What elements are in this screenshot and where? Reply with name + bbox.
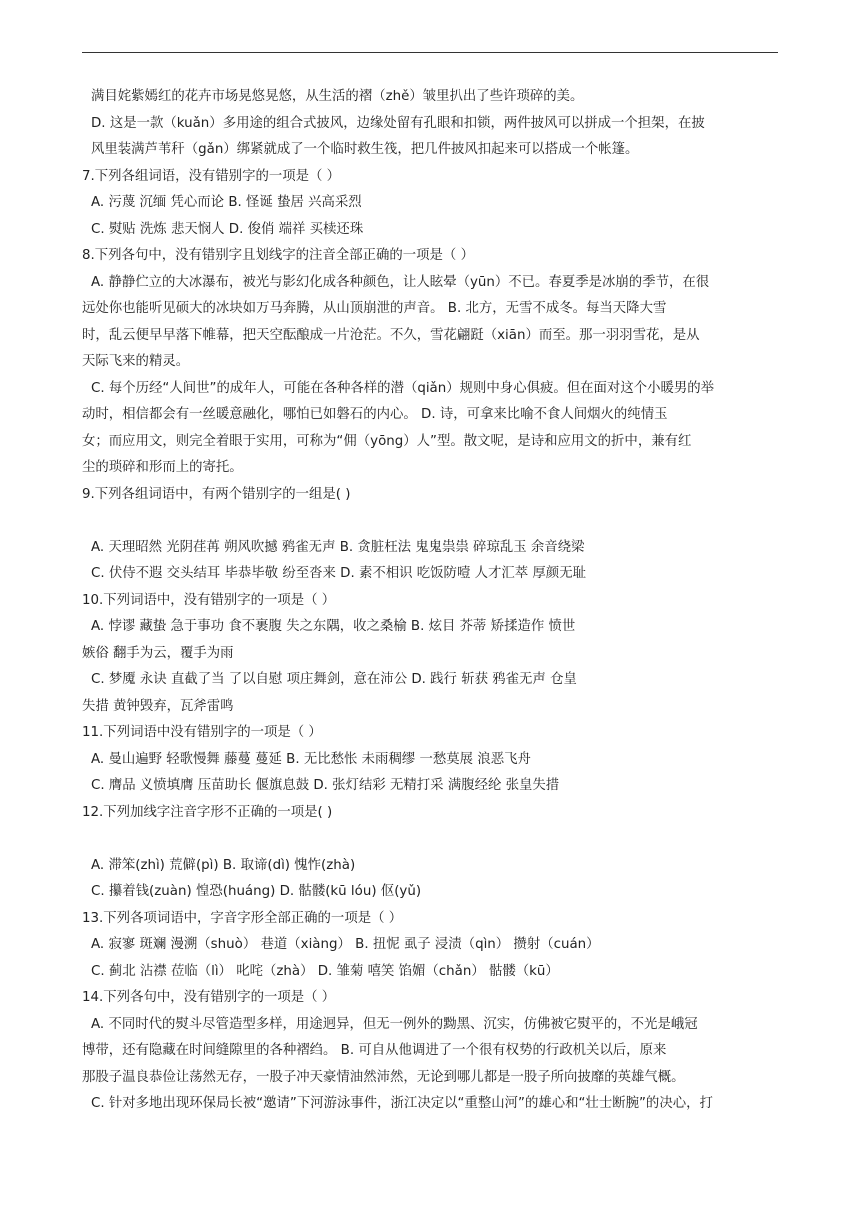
- option-line: C. 伏侍不遐 交头结耳 毕恭毕敬 纷至沓来 D. 素不相识 吃饭防噎 人才汇萃 厚颜无耻: [91, 566, 586, 581]
- text-line: 满目姹紫嫣红的花卉市场晃悠晃悠，从生活的褶（zhě）皱里扒出了些许琐碎的美。: [91, 89, 584, 104]
- option-line: A. 天理昭然 光阴荏苒 朔风吹撼 鸦雀无声 B. 贪脏枉法 鬼鬼祟祟 碎琼乱玉 余音绕梁: [91, 539, 585, 555]
- blank-line: [82, 826, 778, 853]
- text-line: 动时，相信都会有一丝暖意融化，哪怕已如磐石的内心。 D. 诗，可拿来比喻不食人间烟火的纯情玉: [82, 407, 668, 422]
- option-line: C. 蓟北 沾襟 莅临（lì） 叱咤（zhà） D. 雏菊 嘻笑 馅媚（chǎn） 骷髅（kū）: [91, 963, 559, 979]
- option-line: C. 每个历经“人间世”的成年人，可能在各种各样的潜（qiǎn）规则中身心俱疲。但在面对这个小暖男的举: [91, 380, 715, 396]
- text-line: 嫉俗 翻手为云，覆手为雨: [82, 645, 234, 661]
- question-8-stem: 8.下列各句中，没有错别字且划线字的注音全部正确的一项是（ ）: [82, 248, 474, 263]
- text-line: 时，乱云便早早落下帷幕，把天空酝酿成一片沧茫。不久，雪花翩跹（xiān）而至。那一羽羽雪花，是从: [82, 327, 700, 343]
- question-12-stem: 12.下列加线字注音字形不正确的一项是( ): [82, 804, 333, 820]
- text-line: 风里装满芦苇秆（gǎn）绑紧就成了一个临时救生筏，把几件披风扣起来可以搭成一个帐篷。: [91, 142, 639, 157]
- blank-line: [82, 508, 778, 535]
- option-line: A. 悖谬 藏蛰 急于事功 食不裹腹 失之东隅，收之桑榆 B. 炫目 芥蒂 矫揉造作 愤世: [91, 619, 576, 634]
- text-line: 天际飞来的精灵。: [82, 354, 190, 369]
- text-line: 失措 黄钟毁弃，瓦斧雷鸣: [82, 698, 234, 714]
- text-line: 远处你也能听见硕大的冰块如万马奔腾，从山顶崩泄的声音。 B. 北方，无雪不成冬。每当天降大雪: [82, 301, 667, 316]
- text-line: 女；而应用文，则完全着眼于实用，可称为“佣（yōng）人”型。散文呢，是诗和应用文的折中，兼有红: [82, 433, 692, 449]
- question-7-stem: 7.下列各组词语，没有错别字的一项是（ ）: [82, 168, 341, 184]
- option-line: A. 滞笨(zhì) 荒僻(pì) B. 取谛(dì) 愧怍(zhà): [91, 857, 356, 873]
- option-line: D. 这是一款（kuǎn）多用途的组合式披风，边缘处留有孔眼和扣锁，两件披风可以拼成一个担架，在披: [91, 115, 705, 131]
- text-line: 尘的琐碎和形而上的寄托。: [82, 460, 243, 475]
- option-line: A. 污蔑 沉缅 凭心而论 B. 怪诞 蛰居 兴高采烈: [91, 195, 362, 210]
- question-14-stem: 14.下列各句中，没有错别字的一项是（ ）: [82, 990, 336, 1005]
- exam-page: [82, 84, 778, 1118]
- option-line: A. 曼山遍野 轻歌慢舞 藤蔓 蔓延 B. 无比愁怅 未雨稠缪 一愁莫展 浪恶飞舟: [91, 751, 531, 767]
- option-line: A. 静静伫立的大冰瀑布，被光与影幻化成各种颜色，让人眩晕（yūn）不已。春夏季是冰崩的季节，在很: [91, 274, 710, 290]
- option-line: C. 攥着钱(zuàn) 惶恐(huáng) D. 骷髅(kū lóu) 伛(yǔ): [91, 884, 422, 899]
- option-line: A. 不同时代的熨斗尽管造型多样，用途迥异，但无一例外的黝黑、沉实，仿佛被它熨平的，不光是峨冠: [91, 1016, 698, 1032]
- header-rule: [82, 52, 778, 53]
- question-13-stem: 13.下列各项词语中，字音字形全部正确的一项是（ ）: [82, 910, 403, 926]
- option-line: A. 寂寥 斑斓 漫溯（shuò） 巷道（xiàng） B. 扭怩 虱子 浸渍（qìn） 攒射（cuán）: [91, 937, 600, 952]
- option-line: C. 熨贴 洗炼 悲天悯人 D. 俊俏 端祥 买椟还珠: [91, 221, 364, 237]
- question-9-stem: 9.下列各组词语中，有两个错别字的一组是( ): [82, 486, 351, 502]
- option-line: C. 针对多地出现环保局长被“邀请”下河游泳事件，浙江决定以“重整山河”的雄心和“壮士断腕”的决心，打: [91, 1096, 713, 1111]
- text-line: 那股子温良恭俭让荡然无存，一股子冲天豪情油然沛然，无论到哪儿都是一股子所向披靡的英雄气概。: [82, 1069, 685, 1085]
- option-line: C. 梦魇 永诀 直截了当 了以自慰 项庄舞剑，意在沛公 D. 践行 斩获 鸦雀无声 仓皇: [91, 672, 577, 687]
- text-line: 博带，还有隐藏在时间缝隙里的各种褶绉。 B. 可自从他调进了一个很有权势的行政机关以后，原来: [82, 1043, 667, 1058]
- question-10-stem: 10.下列词语中，没有错别字的一项是（ ）: [82, 592, 336, 608]
- question-11-stem: 11.下列词语中没有错别字的一项是（ ）: [82, 725, 322, 740]
- option-line: C. 膺品 义愤填膺 压苗助长 偃旗息鼓 D. 张灯结彩 无精打采 满腹经纶 张皇失措: [91, 778, 560, 793]
